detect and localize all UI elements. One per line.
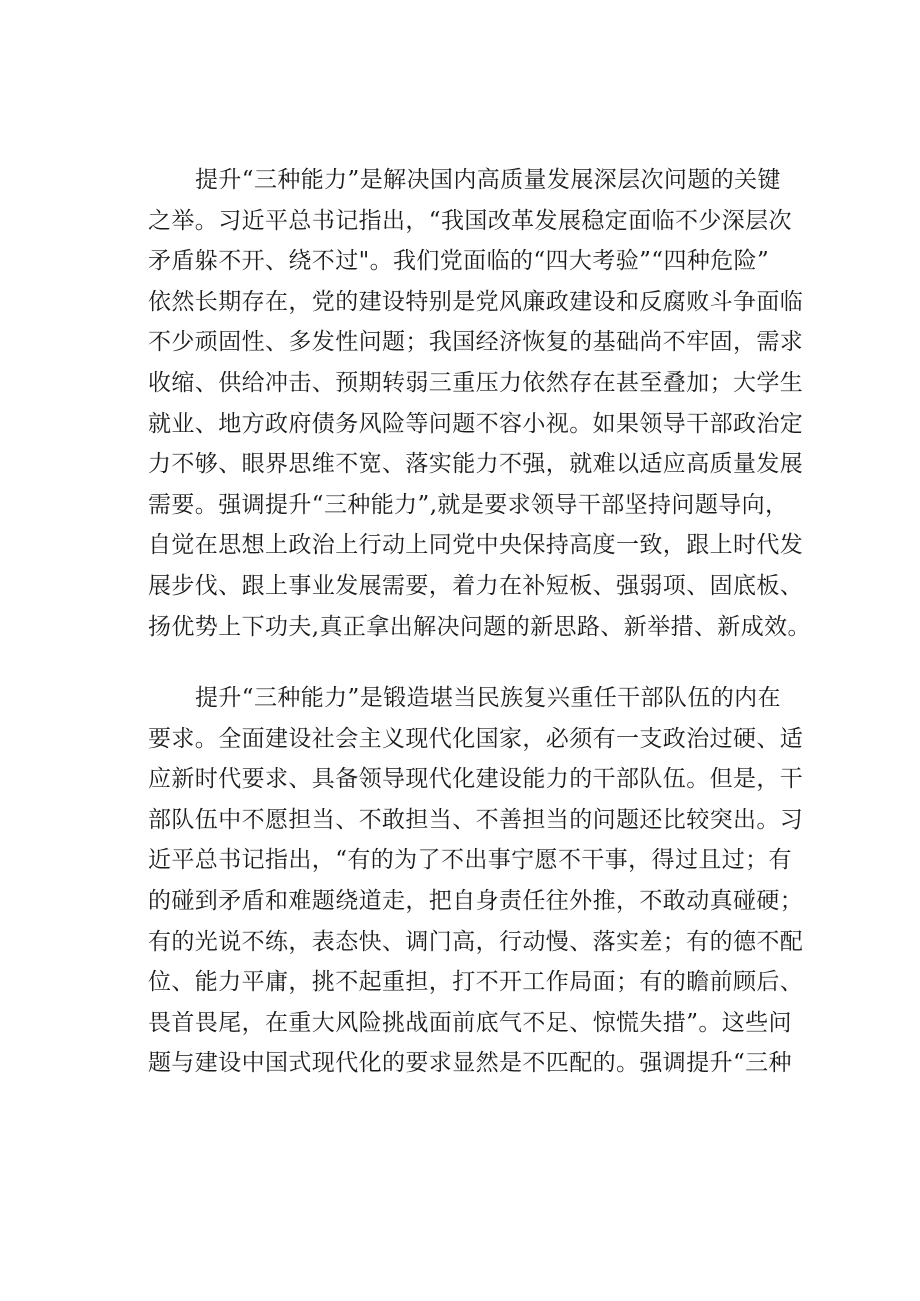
paragraph-line: 畏首畏尾，在重大风险挑战面前底气不足、惊慌失措”。这些问 (148, 1009, 792, 1036)
paragraph-line: 题与建设中国式现代化的要求显然是不匹配的。强调提升“三种 (148, 1050, 792, 1077)
paragraph-line: 自觉在思想上政治上行动上同党中央保持高度一致，跟上时代发 (148, 532, 804, 559)
paragraph-line: 有的光说不练，表态快、调门高，行动慢、落实差；有的德不配 (148, 928, 804, 955)
paragraph-line: 就业、地方政府债务风险等问题不容小视。如果领导干部政治定 (148, 410, 804, 437)
paragraph-line: 提升“三种能力”是解决国内高质量发展深层次问题的关键 (195, 167, 781, 193)
paragraph-1 (148, 160, 811, 647)
paragraph-line: 的碰到矛盾和难题绕道走，把自身责任往外推，不敢动真碰硬； (148, 887, 804, 914)
paragraph-line: 部队伍中不愿担当、不敢担当、不善担当的问题还比较突出。习 (148, 806, 804, 833)
paragraph-line: 之举。习近平总书记指出，“我国改革发展稳定面临不少深层次 (148, 207, 792, 234)
paragraph-line: 收缩、供给冲击、预期转弱三重压力依然存在甚至叠加；大学生 (148, 369, 804, 396)
paragraph-2 (148, 678, 804, 1084)
paragraph-line: 依然长期存在，党的建设特别是党风廉政建设和反腐败斗争面临 (148, 288, 804, 315)
paragraph-line: 需要。强调提升“三种能力”,就是要求领导干部坚持问题导向， (148, 491, 789, 518)
paragraph-line: 扬优势上下功夫,真正拿出解决问题的新思路、新举措、新成效。 (148, 613, 811, 640)
paragraph-line: 展步伐、跟上事业发展需要，着力在补短板、强弱项、固底板、 (148, 572, 804, 599)
paragraph-line: 力不够、眼界思维不宽、落实能力不强，就难以适应高质量发展 (148, 451, 804, 478)
paragraph-line: 位、能力平庸，挑不起重担，打不开工作局面；有的瞻前顾后、 (148, 969, 804, 996)
paragraph-line: 不少顽固性、多发性问题；我国经济恢复的基础尚不牢固，需求 (148, 329, 804, 356)
paragraph-line: 矛盾躲不开、绕不过"。我们党面临的“四大考验”“四种危险” (148, 248, 770, 275)
paragraph-line: 近平总书记指出，“有的为了不出事宁愿不干事，得过且过；有 (148, 847, 792, 874)
paragraph-line: 应新时代要求、具备领导现代化建设能力的干部队伍。但是，干 (148, 766, 804, 793)
paragraph-line: 要求。全面建设社会主义现代化国家，必须有一支政治过硬、适 (148, 725, 804, 752)
paragraph-line: 提升“三种能力”是锻造堪当民族复兴重任干部队伍的内在 (195, 685, 781, 711)
